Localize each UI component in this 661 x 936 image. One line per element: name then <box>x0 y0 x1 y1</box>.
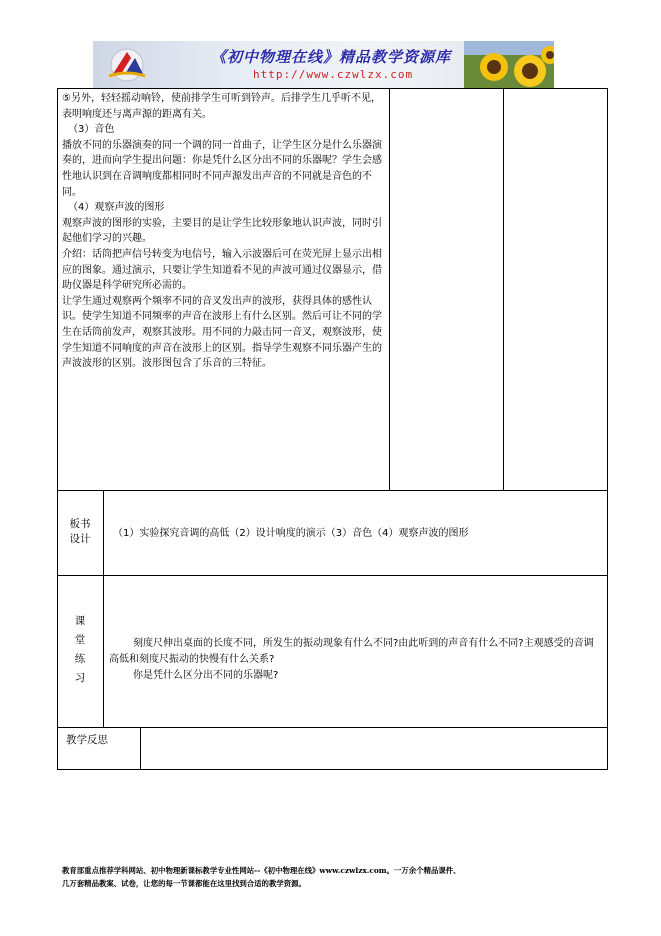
lesson-paragraph: 介绍：话筒把声信号转变为电信号，输入示波器后可在荧光屏上显示出相应的图象。通过演示，只要让学生知道看不见的声波可通过仪器显示，借助仪器是科学研究所必需的。 <box>62 248 382 292</box>
reflection-label: 教学反思 <box>66 734 108 746</box>
lesson-paragraph: 让学生通过观察两个频率不同的音叉发出声的波形，获得具体的感性认识。使学生知道不同频率的声音在波形上有什么区别。然后可让不同的学生在话筒前发声，观察其波形。用不同的力敲击同一音叉，观察波形，使学生知道不同响度的声音在波形上的区别。指导学生观察不同乐器产生的声波波形的区别。波形图包含了乐音的三特征。 <box>62 295 382 370</box>
practice-question: 刻度尺伸出桌面的长度不同，所发生的振动现象有什么不同?由此听到的声音有什么不同?主观感受的音调高低和刻度尺振动的快慢有什么关系? <box>109 638 594 665</box>
practice-question: 你是凭什么区分出不同的乐器呢? <box>133 670 279 681</box>
lesson-paragraph: ⑤另外，轻轻摇动响铃，使前排学生可听到铃声。后排学生几乎听不见，表明响度还与离声源的距离有关。 <box>62 93 381 120</box>
board-design-text: （1）实验探究音调的高低（2）设计响度的演示（3）音色（4）观察声波的图形 <box>113 528 469 539</box>
banner-title: 《初中物理在线》精品教学资源库 <box>211 48 452 66</box>
practice-label: 课 堂 练 习 <box>74 615 86 684</box>
lesson-paragraph: 观察声波的图形的实验，主要目的是让学生比较形象地认识声波，同时引起他们学习的兴趣。 <box>62 217 382 245</box>
page-footer: 教育部重点推荐学科网站、初中物理新课标教学专业性网站--《初中物理在线》www.czwlzx.com。一万余个精品课件、 几万套精品教案、试卷，让您的每一节课都能在这里找到合适的教学资源。 <box>62 866 461 888</box>
banner-url[interactable]: http://www.czwlzx.com <box>253 68 414 81</box>
section-heading-waveform: （4）观察声波的图形 <box>68 202 165 214</box>
board-design-label: 板书 设计 <box>69 518 91 545</box>
site-logo-icon <box>99 44 155 86</box>
lesson-content <box>62 91 388 372</box>
header-banner <box>93 41 554 89</box>
section-heading-timbre: （3）音色 <box>68 124 115 136</box>
lesson-paragraph: 播放不同的乐器演奏的同一个调的同一首曲子，让学生区分是什么乐器演奏的，进而向学生提出问题：你是凭什么区分出不同的乐器呢？学生会感性地认识到在音调响度都相同时不同声源发出声音的不同就是音色的不同。 <box>62 139 382 198</box>
sunflower-icon <box>464 41 554 89</box>
